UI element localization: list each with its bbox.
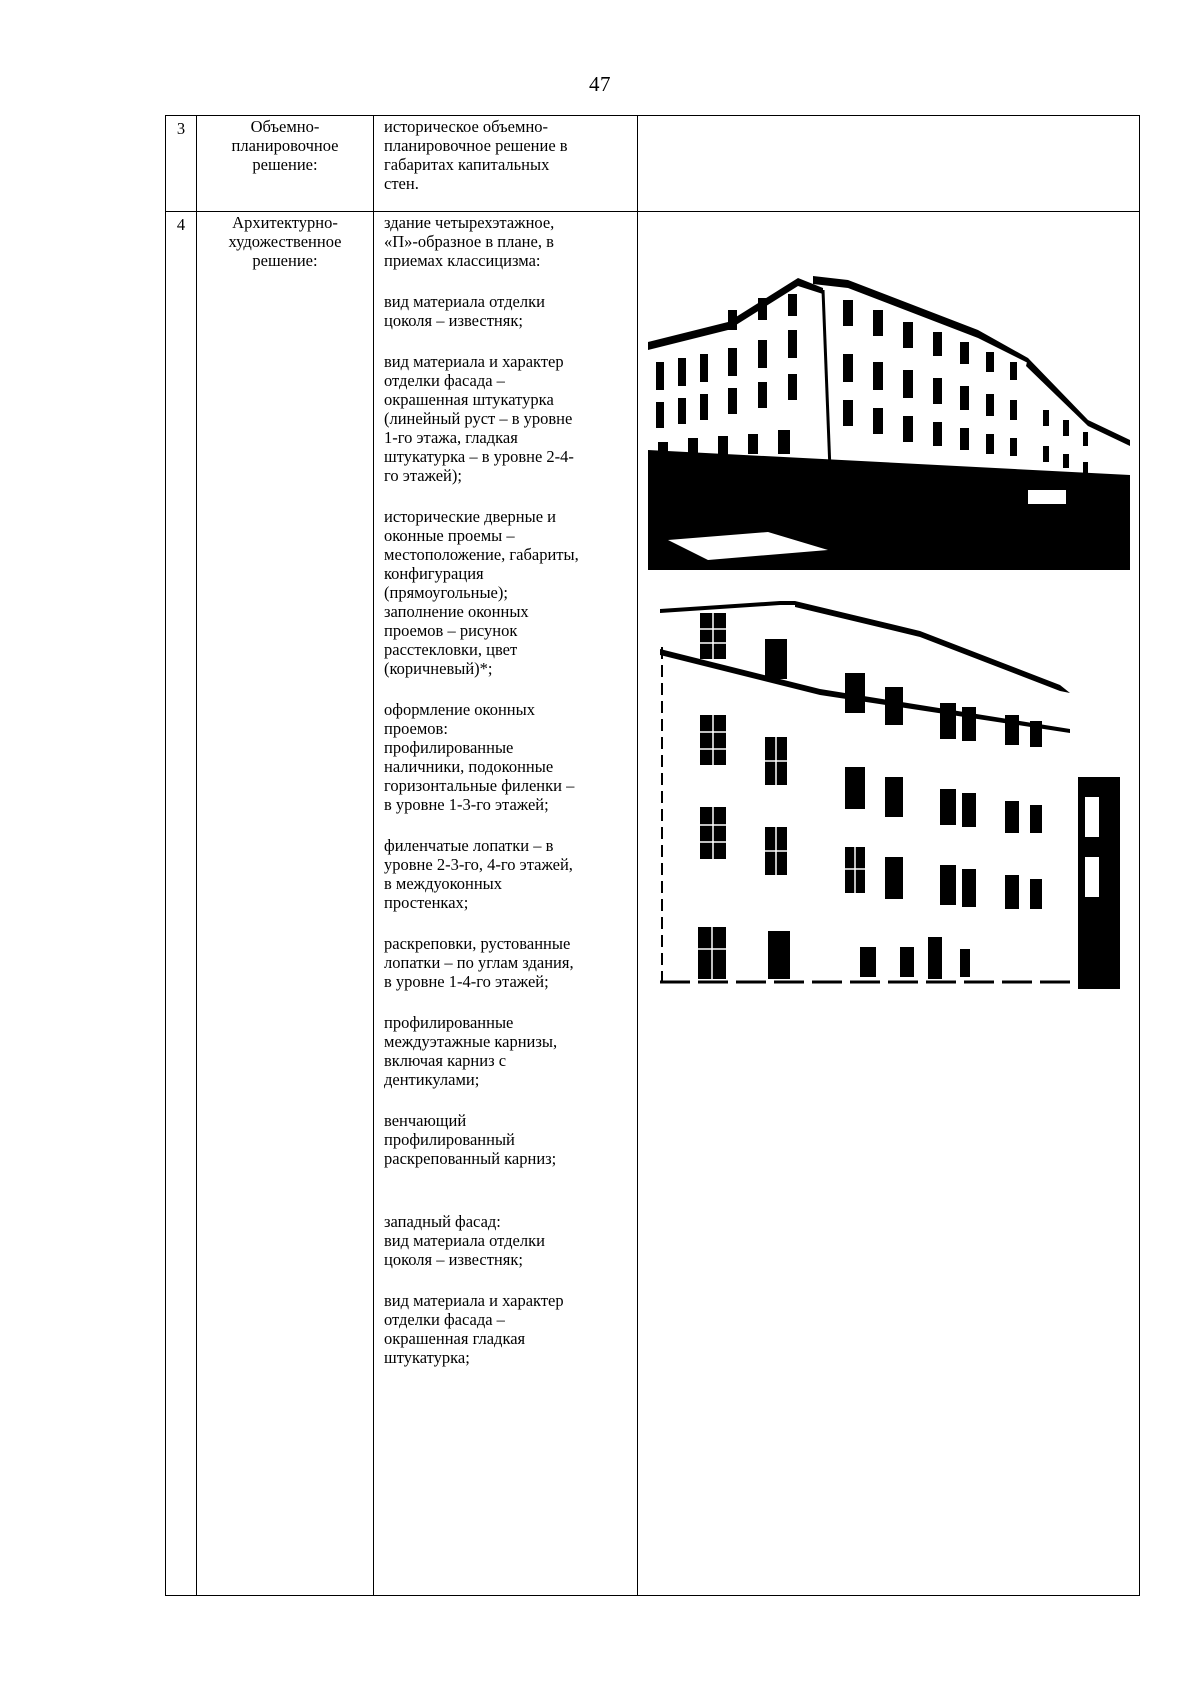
row-label: Архитектурно- художественное решение: xyxy=(197,212,374,1596)
description-paragraph: венчающий профилированный раскрепованный карниз; xyxy=(384,1111,557,1168)
description-paragraph: здание четырехэтажное, «П»-образное в плане, в приемах классицизма: xyxy=(384,213,555,270)
table-row xyxy=(166,212,1140,1596)
page-number: 47 xyxy=(589,72,611,96)
description-paragraph: историческое объемно- планировочное решение в габаритах капитальных стен. xyxy=(384,117,568,193)
description-paragraph: оформление оконных проемов: профилированные наличники, подоконные горизонтальные филенки – в уровне 1-3-го этажей; xyxy=(384,700,575,814)
row-description xyxy=(374,116,638,212)
description-paragraph: профилированные междуэтажные карнизы, включая карниз с дентикулами; xyxy=(384,1013,558,1089)
photo-cell xyxy=(638,212,1140,1596)
row-number: 3 xyxy=(166,116,197,212)
description-paragraph: вид материала и характер отделки фасада – окрашенная штукатурка (линейный руст – в уровне 1-го этажа, гладкая штукатурка – в уровне 2-4- го этажей); xyxy=(384,352,574,485)
description-paragraph: западный фасад: вид материала отделки цоколя – известняк; xyxy=(384,1212,545,1269)
building-corner-photo xyxy=(648,270,1130,570)
table-row xyxy=(166,116,1140,212)
monument-description-table xyxy=(165,115,1140,1596)
description-paragraph: филенчатые лопатки – в уровне 2-3-го, 4-го этажей, в междуоконных простенках; xyxy=(384,836,573,912)
row-label: Объемно- планировочное решение: xyxy=(197,116,374,212)
description-paragraph: исторические дверные и оконные проемы – местоположение, габариты, конфигурация (прямоугольные); заполнение оконных проемов – рисунок расстекловки, цвет (коричневый)*; xyxy=(384,507,579,678)
row-description xyxy=(374,212,638,1596)
description-paragraph: вид материала отделки цоколя – известняк; xyxy=(384,292,545,330)
description-paragraph: вид материала и характер отделки фасада – окрашенная гладкая штукатурка; xyxy=(384,1291,564,1367)
facade-photo xyxy=(660,597,1120,989)
photo-cell-empty xyxy=(638,116,1140,212)
row-number: 4 xyxy=(166,212,197,1596)
description-paragraph: раскреповки, рустованные лопатки – по углам здания, в уровне 1-4-го этажей; xyxy=(384,934,574,991)
